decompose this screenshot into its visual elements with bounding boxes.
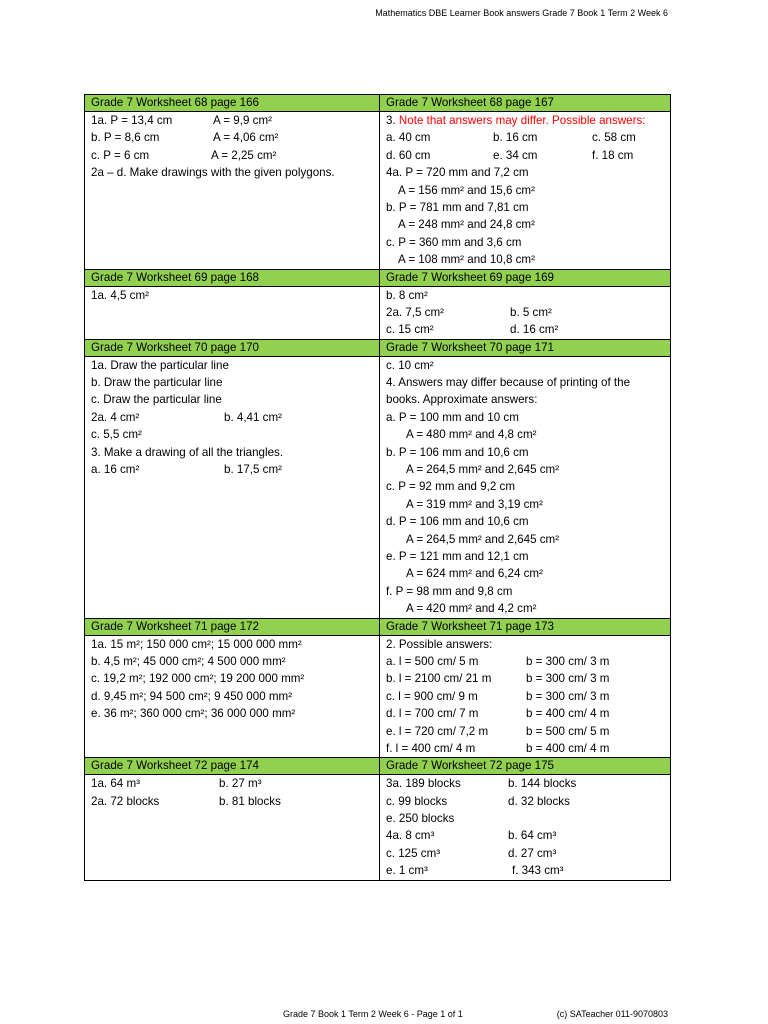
worksheet-69-header-row bbox=[85, 269, 671, 286]
page-footer-right: (c) SATeacher 011-9070803 bbox=[556, 1009, 668, 1019]
answer-line: c. 10 cm² bbox=[386, 358, 434, 372]
answer-line: d. 32 blocks bbox=[508, 794, 570, 808]
answer-line: f. 18 cm bbox=[592, 148, 634, 162]
answer-line: A = 264,5 mm² and 2,645 cm² bbox=[406, 463, 560, 477]
worksheet-72-header-row bbox=[85, 758, 671, 775]
worksheet-69-right-answers bbox=[380, 286, 671, 339]
answer-line: b = 400 cm/ 4 m bbox=[526, 741, 610, 755]
answer-line: b = 300 cm/ 3 m bbox=[526, 672, 610, 686]
worksheet-71-left-answers bbox=[85, 635, 380, 758]
answer-line: e. 34 cm bbox=[493, 148, 538, 162]
answer-line: c. Draw the particular line bbox=[91, 393, 222, 407]
note-text: Note that answers may differ. Possible answers: bbox=[398, 114, 646, 127]
answer-line: A = 2,25 cm² bbox=[211, 148, 277, 162]
answer-line: d. 27 cm³ bbox=[508, 846, 557, 860]
answer-line: d. P = 106 mm and 10,6 cm bbox=[386, 515, 529, 529]
answer-line: a. 40 cm bbox=[386, 131, 431, 145]
answer-line: A = 9,9 cm² bbox=[213, 114, 272, 127]
answer-line: f. l = 400 cm/ 4 m bbox=[386, 741, 476, 755]
worksheet-69-left-title: Grade 7 Worksheet 69 page 168 bbox=[85, 269, 380, 286]
answer-line: 1a. 4,5 cm² bbox=[91, 288, 149, 302]
answer-line: e. 250 blocks bbox=[386, 812, 455, 826]
worksheet-70-right-title: Grade 7 Worksheet 70 page 171 bbox=[380, 339, 671, 356]
answer-line: e. 36 m²; 360 000 cm²; 36 000 000 mm² bbox=[91, 707, 296, 721]
worksheet-70-left-title: Grade 7 Worksheet 70 page 170 bbox=[85, 339, 380, 356]
worksheet-68-right-title: Grade 7 Worksheet 68 page 167 bbox=[380, 95, 671, 112]
worksheet-72-left-title: Grade 7 Worksheet 72 page 174 bbox=[85, 758, 380, 775]
answer-line: e. 1 cm³ bbox=[386, 864, 428, 878]
answer-line: c. 19,2 m²; 192 000 cm²; 19 200 000 mm² bbox=[91, 672, 305, 686]
answer-line: A = 156 mm² and 15,6 cm² bbox=[398, 183, 535, 197]
worksheet-72-answers-row bbox=[85, 775, 671, 880]
worksheet-70-header-row bbox=[85, 339, 671, 356]
answer-line: b = 400 cm/ 4 m bbox=[526, 707, 610, 721]
answer-line: A = 264,5 mm² and 2,645 cm² bbox=[406, 532, 560, 546]
answer-line: b. 81 blocks bbox=[219, 794, 281, 808]
answer-line: c. P = 6 cm bbox=[91, 148, 150, 162]
worksheet-72-right-title: Grade 7 Worksheet 72 page 175 bbox=[380, 758, 671, 775]
worksheet-71-right-title: Grade 7 Worksheet 71 page 173 bbox=[380, 618, 671, 635]
answer-line: b. P = 8,6 cm bbox=[91, 131, 160, 145]
answer-line: a. 16 cm² bbox=[91, 463, 140, 477]
worksheet-68-left-title: Grade 7 Worksheet 68 page 166 bbox=[85, 95, 380, 112]
answer-line: b. P = 781 mm and 7,81 cm bbox=[386, 200, 529, 214]
answer-line: c. 5,5 cm² bbox=[91, 428, 142, 442]
answer-line: c. 15 cm² bbox=[386, 323, 434, 337]
answer-line: f. P = 98 mm and 9,8 cm bbox=[386, 584, 513, 598]
answer-line: 3. Make a drawing of all the triangles. bbox=[91, 445, 284, 459]
answer-line: 1a. Draw the particular line bbox=[91, 358, 229, 372]
worksheet-71-left-title: Grade 7 Worksheet 71 page 172 bbox=[85, 618, 380, 635]
answer-line: b. 64 cm³ bbox=[508, 829, 557, 843]
answer-line: b. l = 2100 cm/ 21 m bbox=[386, 672, 492, 686]
answer-line: A = 624 mm² and 6,24 cm² bbox=[406, 567, 543, 581]
answer-line: 4. Answers may differ because of printing of the bbox=[386, 376, 631, 390]
answer-line: A = 480 mm² and 4,8 cm² bbox=[406, 428, 537, 442]
answer-line: b = 300 cm/ 3 m bbox=[526, 654, 610, 668]
answer-line: 2a. 72 blocks bbox=[91, 794, 160, 808]
answer-line: A = 248 mm² and 24,8 cm² bbox=[398, 218, 535, 232]
answer-line: c. 99 blocks bbox=[386, 794, 448, 808]
worksheet-68-header-row bbox=[85, 95, 671, 112]
worksheet-71-header-row bbox=[85, 618, 671, 635]
answer-line: 1a. 64 m³ bbox=[91, 777, 140, 791]
worksheet-68-answers-row bbox=[85, 112, 671, 270]
answer-line: c. 58 cm bbox=[592, 131, 636, 145]
answer-line: e. l = 720 cm/ 7,2 m bbox=[386, 724, 489, 738]
worksheet-70-right-answers bbox=[380, 356, 671, 618]
answer-line: e. P = 121 mm and 12,1 cm bbox=[386, 550, 529, 563]
answer-line: 2a. 4 cm² bbox=[91, 410, 140, 424]
answer-number: 3. bbox=[386, 114, 396, 127]
answer-line: b. 27 m³ bbox=[219, 777, 262, 791]
page-header: Mathematics DBE Learner Book answers Grade 7 Book 1 Term 2 Week 6 bbox=[375, 8, 668, 18]
answer-line: d. 16 cm² bbox=[510, 323, 559, 337]
answer-line: b. P = 106 mm and 10,6 cm bbox=[386, 445, 529, 459]
worksheet-71-right-answers bbox=[380, 635, 671, 758]
worksheet-69-right-title: Grade 7 Worksheet 69 page 169 bbox=[380, 269, 671, 286]
answer-line: b. Draw the particular line bbox=[91, 376, 223, 390]
answer-line: 2a. 7,5 cm² bbox=[386, 305, 444, 319]
worksheet-72-left-answers bbox=[85, 775, 380, 880]
worksheet-68-right-answers bbox=[380, 112, 671, 270]
worksheet-69-answers-row bbox=[85, 286, 671, 339]
answer-line: books. Approximate answers: bbox=[386, 393, 538, 407]
answer-line: f. 343 cm³ bbox=[512, 864, 564, 878]
answer-line: a. l = 500 cm/ 5 m bbox=[386, 654, 479, 668]
answer-line: b = 500 cm/ 5 m bbox=[526, 724, 610, 738]
answers-table bbox=[84, 94, 671, 881]
answer-line: d. l = 700 cm/ 7 m bbox=[386, 707, 479, 721]
answer-line: d. 60 cm bbox=[386, 148, 431, 162]
answer-line: A = 4,06 cm² bbox=[213, 131, 279, 145]
answer-line: b. 17,5 cm² bbox=[224, 463, 282, 477]
worksheet-70-left-answers bbox=[85, 356, 380, 618]
answer-line: b. 4,5 m²; 45 000 cm²; 4 500 000 mm² bbox=[91, 654, 286, 668]
worksheet-68-left-answers bbox=[85, 112, 380, 270]
answer-line: A = 420 mm² and 4,2 cm² bbox=[406, 602, 537, 616]
answer-line: d. 9,45 m²; 94 500 cm²; 9 450 000 mm² bbox=[91, 689, 293, 703]
answer-line: b. 4,41 cm² bbox=[224, 410, 282, 424]
worksheet-71-answers-row bbox=[85, 635, 671, 758]
answer-line: b. 5 cm² bbox=[510, 305, 552, 319]
answer-line: A = 108 mm² and 10,8 cm² bbox=[398, 253, 535, 267]
answer-line: 4a. P = 720 mm and 7,2 cm bbox=[386, 166, 529, 180]
answer-line: 4a. 8 cm³ bbox=[386, 829, 435, 843]
answer-line: b. 144 blocks bbox=[508, 777, 577, 791]
answer-line: b = 300 cm/ 3 m bbox=[526, 689, 610, 703]
answer-line: c. l = 900 cm/ 9 m bbox=[386, 689, 478, 703]
answer-line: b. 8 cm² bbox=[386, 288, 428, 302]
answer-note bbox=[386, 112, 670, 129]
answer-line: A = 319 mm² and 3,19 cm² bbox=[406, 497, 543, 511]
answer-line: 2a – d. Make drawings with the given polygons. bbox=[91, 166, 335, 180]
answer-line: 1a. 15 m²; 150 000 cm²; 15 000 000 mm² bbox=[91, 637, 302, 651]
answer-line: b. 16 cm bbox=[493, 131, 538, 145]
answer-line: c. P = 360 mm and 3,6 cm bbox=[386, 235, 522, 249]
worksheet-69-left-answers bbox=[85, 286, 380, 339]
answer-line: 1a. P = 13,4 cm bbox=[91, 114, 173, 127]
page-footer-left: Grade 7 Book 1 Term 2 Week 6 - Page 1 of 1 bbox=[283, 1009, 463, 1019]
answer-line: a. P = 100 mm and 10 cm bbox=[386, 410, 519, 424]
answer-line: c. 125 cm³ bbox=[386, 846, 441, 860]
worksheet-70-answers-row bbox=[85, 356, 671, 618]
answer-line: 2. Possible answers: bbox=[386, 637, 493, 651]
answer-line: 3a. 189 blocks bbox=[386, 777, 461, 791]
answer-line: c. P = 92 mm and 9,2 cm bbox=[386, 480, 515, 494]
worksheet-72-right-answers bbox=[380, 775, 671, 880]
